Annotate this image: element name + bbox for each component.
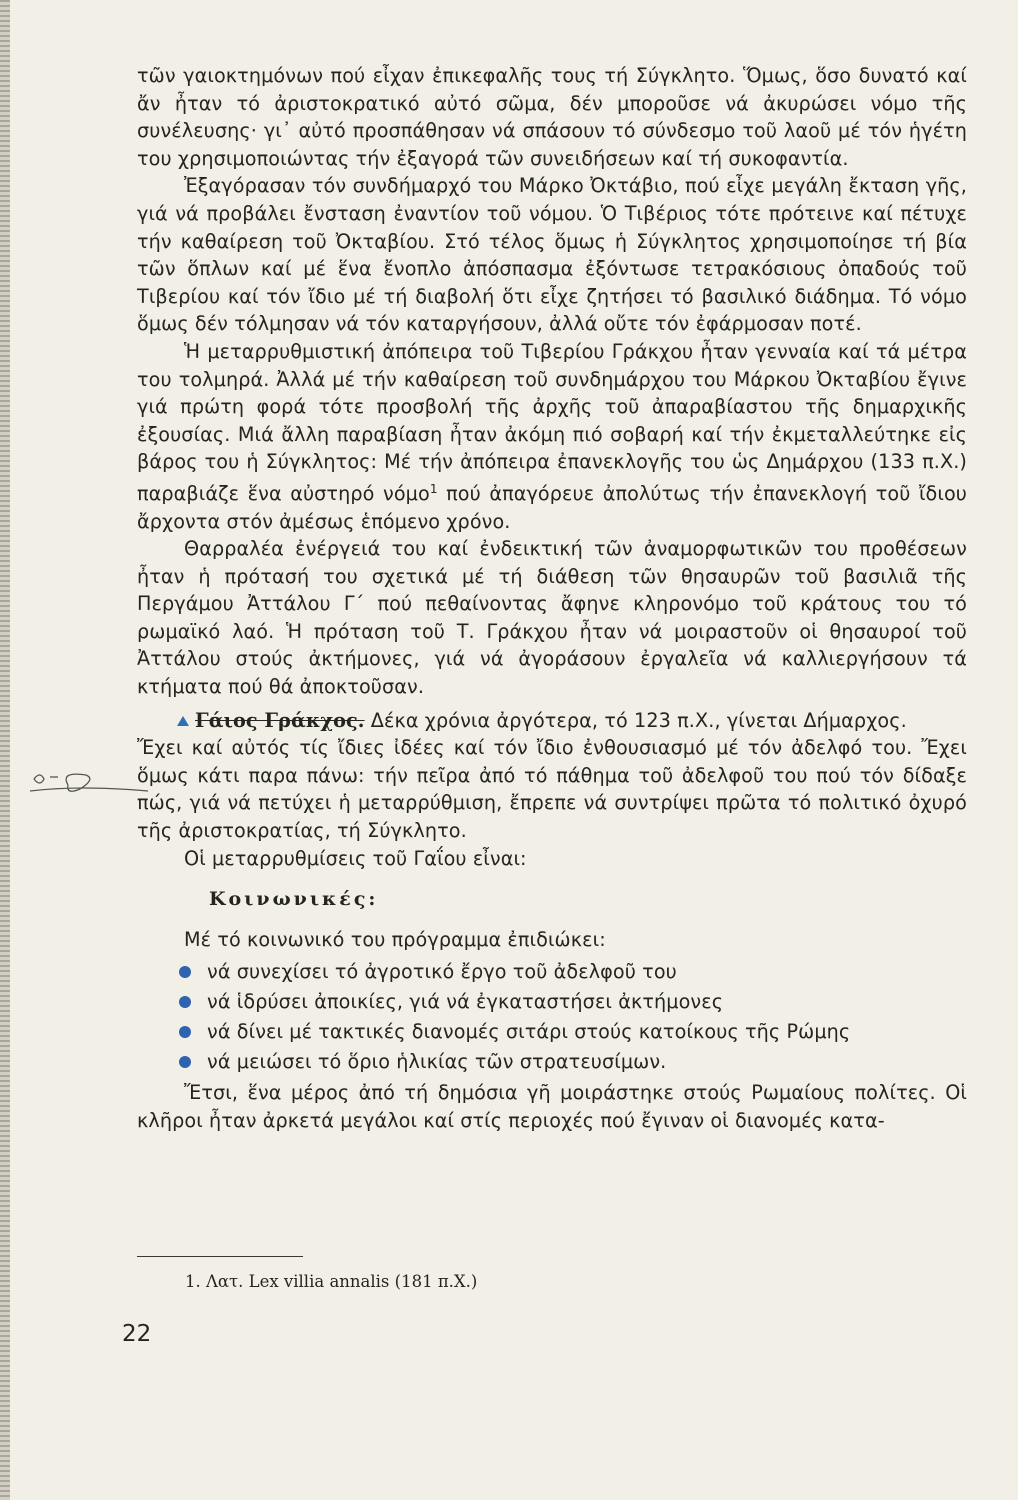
section-heading-text: Δέκα χρόνια ἀργότερα, τό 123 π.Χ., γίνεται Δήμαρχος. bbox=[370, 708, 907, 732]
body-text bbox=[137, 62, 967, 1135]
page-number: 22 bbox=[122, 1321, 152, 1347]
subsection-title: Κοινωνικές: bbox=[209, 888, 379, 911]
bullet-list bbox=[137, 957, 967, 1077]
bullet-icon bbox=[179, 996, 191, 1008]
triangle-icon bbox=[177, 716, 189, 726]
paragraph-2: Ἐξαγόρασαν τόν συνδήμαρχό του Μάρκο Ὀκτάβιο, πού εἶχε μεγάλη ἔκταση γῆς, γιά νά προβάλει ἔνσταση ἐναντίον τοῦ νόμου. Ὁ Τιβέριος τότε πρότεινε καί πέτυχε τήν καθαίρεση τοῦ Ὀκταβίου. Στό τέλος ὅμως ἡ Σύγκλητος χρησιμοποίησε τή βία τῶν ὅπλων καί μέ ἕνα ἔνοπλο ἀπόσπασμα ἐξόντωσε τετρακόσιους ὀπαδούς τοῦ Τιβερίου καί τόν ἴδιο μέ τή διαβολή ὅτι εἶχε ζητήσει τό βασιλικό διάδημα. Τό νόμο ὅμως δέν τόλμησαν νά τόν καταργήσουν, ἀλλά οὔτε τόν ἐφάρμοσαν ποτέ. bbox=[137, 174, 967, 336]
paragraph-5: Ἔχει καί αὐτός τίς ἴδιες ἰδέες καί τόν ἴδιο ἐνθουσιασμό μέ τόν ἀδελφό του. Ἔχει ὅμως κάτι παρα πάνω: τήν πεῖρα ἀπό τό πάθημα τοῦ ἀδελφοῦ του πού τόν δίδαξε πώς, γιά νά πετύχει ἡ μεταρρύθμιση, ἔπρεπε νά συντρίψει πρῶτα τό πολιτικό ὀχυρό τῆς ἀριστοκρατίας, τή Σύγκλητο. bbox=[137, 736, 967, 843]
footnote: 1. Λατ. Lex villia annalis (181 π.Χ.) bbox=[185, 1272, 478, 1291]
paragraph-3 bbox=[137, 338, 967, 535]
list-item: νά δίνει μέ τακτικές διανομές σιτάρι στούς κατοίκους τῆς Ρώμης bbox=[179, 1017, 967, 1047]
bullet-icon bbox=[179, 1056, 191, 1068]
list-item: νά μειώσει τό ὅριο ἡλικίας τῶν στρατευσίμων. bbox=[179, 1047, 967, 1077]
paragraph-4: Θαρραλέα ἐνέργειά του καί ἐνδεικτική τῶν ἀναμορφωτικῶν του προθέσεων ἦταν ἡ πρότασή του σχετικά μέ τή διάθεση τῶν θησαυρῶν τοῦ βασιλιᾶ τῆς Περγάμου Ἀττάλου Γ΄ πού πεθαίνοντας ἄφηνε κληρονόμο τοῦ κράτους του τό ρωμαϊκό λαό. Ἡ πρόταση τοῦ Τ. Γράκχου ἦταν νά μοιραστοῦν οἱ θησαυροί τοῦ Ἀττάλου στούς ἀκτήμονες, γιά νά ἀγοράσουν ἐργαλεῖα νά καλλιεργήσουν τά κτήματα πού θά ἀποκτοῦσαν. bbox=[137, 537, 967, 699]
bullet-icon bbox=[179, 966, 191, 978]
list-item: νά ἱδρύσει ἀποικίες, γιά νά ἐγκαταστήσει ἀκτήμονες bbox=[179, 987, 967, 1017]
paragraph-6: Οἱ μεταρρυθμίσεις τοῦ Γαΐου εἶναι: bbox=[184, 846, 527, 870]
list-item: νά συνεχίσει τό ἀγροτικό ἔργο τοῦ ἀδελφοῦ του bbox=[179, 957, 967, 987]
footnote-marker: 1 bbox=[429, 481, 438, 496]
paragraph-1: τῶν γαιοκτημόνων πού εἶχαν ἐπικεφαλῆς τους τή Σύγκλητο. Ὅμως, ὅσο δυνατό καί ἄν ἦταν τό ἀριστοκρατικό αὐτό σῶμα, δέν μποροῦσε νά ἀκυρώσει νόμο τῆς συνέλευσης· γι᾿ αὐτό προσπάθησαν νά σπάσουν τό σύνδεσμο τοῦ λαοῦ μέ τόν ἡγέτη του χρησιμοποιώντας τήν ἐξαγορά τῶν συνειδήσεων καί τή συκοφαντία. bbox=[137, 64, 967, 170]
section-heading-name: Γάιος Γράκχος. bbox=[195, 708, 365, 732]
bullet-icon bbox=[179, 1026, 191, 1038]
paragraph-3-text: Ἡ μεταρρυθμιστική ἀπόπειρα τοῦ Τιβερίου Γράκχου ἦταν γενναία καί τά μέτρα του τολμηρά. Ἀλλά μέ τήν καθαίρεση τοῦ συνδημάρχου του Μάρκου Ὀκταβίου ἔγινε γιά πρώτη φορά τότε προσβολή τῆς ἀρχῆς τοῦ ἀπαραβίαστου τῆς δημαρχικῆς ἐξουσίας. Μιά ἄλλη παραβίαση ἦταν ἀκόμη πιό σοβαρή καί τήν ἐκμεταλλεύτηκε εἰς βάρος του ἡ Σύγκλητος: Μέ τήν ἀπόπειρα ἐπανεκλογῆς του ὡς Δημάρχου (133 π.Χ.) παραβιάζε ἕνα αὐστηρό νόμο bbox=[137, 339, 967, 505]
paragraph-7: Ἔτσι, ἕνα μέρος ἀπό τή δημόσια γῆ μοιράστηκε στούς Ρωμαίους πολίτες. Οἱ κλῆροι ἦταν ἀρκετά μεγάλοι καί στίς περιοχές πού ἔγιναν οἱ διανομές κατα- bbox=[137, 1081, 967, 1132]
page-binding-edge bbox=[0, 0, 10, 1500]
section-heading bbox=[137, 707, 967, 735]
program-intro: Μέ τό κοινωνικό του πρόγραμμα ἐπιδιώκει: bbox=[184, 927, 606, 951]
paragraph-3-tail: πού ἀπαγόρευε ἀπολύτως τήν ἐπανεκλογή τοῦ ἴδιου ἄρχοντα στόν ἀμέσως ἑπόμενο χρόνο. bbox=[137, 481, 968, 533]
footnote-divider bbox=[137, 1256, 303, 1257]
handwritten-margin-note bbox=[28, 765, 148, 805]
